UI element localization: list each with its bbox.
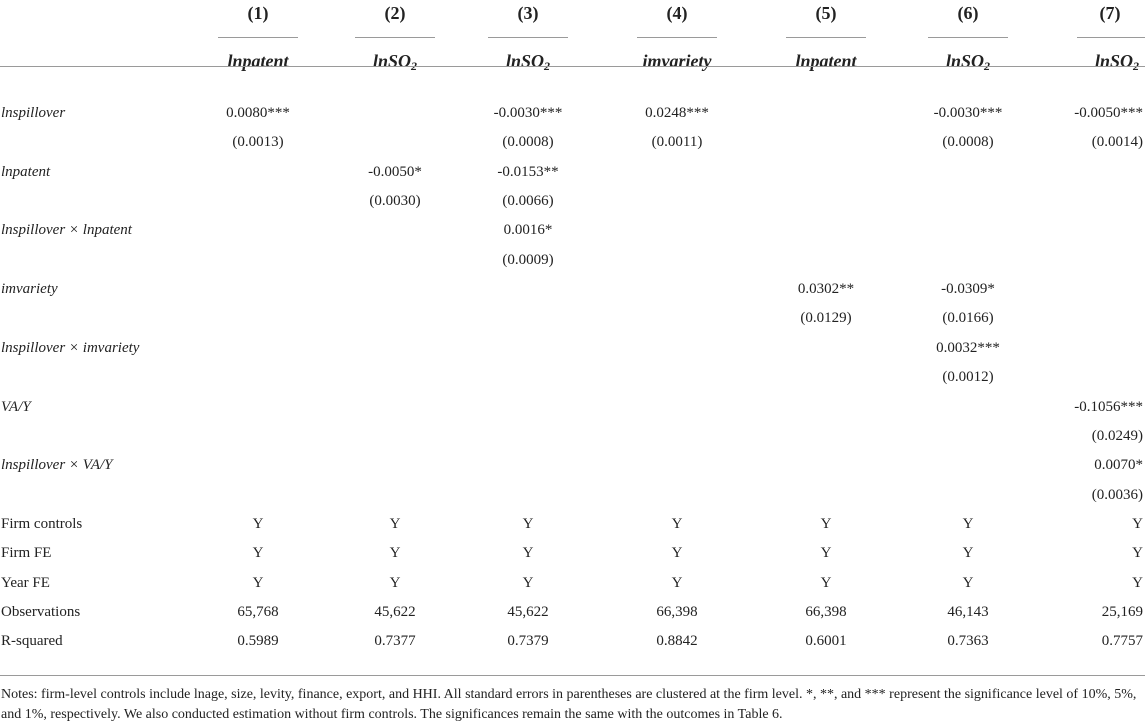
table-cell: Y: [389, 545, 401, 562]
table-cell: Y: [962, 574, 974, 591]
column-header: [771, 2, 881, 71]
table-cell: Y: [522, 574, 534, 591]
dependent-variable: [473, 50, 583, 72]
column-header: [913, 2, 1023, 73]
row-label: lnpatent: [1, 163, 51, 180]
table-cell: 0.6001: [805, 633, 847, 650]
dependent-variable-subscript: 2: [411, 59, 418, 73]
table-cell: Y: [671, 515, 683, 532]
table-cell: Y: [1132, 545, 1143, 562]
column-header: [203, 2, 313, 71]
table-cell: 0.7757: [1101, 633, 1143, 650]
dependent-variable-name: lnSO: [505, 51, 545, 71]
column-number: (7): [1099, 3, 1121, 23]
table-cell: 0.7377: [374, 633, 416, 650]
table-cell: 0.0016*: [503, 222, 553, 239]
table-cell: (0.0014): [1091, 134, 1143, 151]
dependent-variable: [203, 50, 313, 72]
table-cell: Y: [671, 545, 683, 562]
table-cell: -0.0030***: [933, 105, 1003, 121]
dependent-variable: [771, 50, 881, 72]
column-header: [473, 2, 583, 73]
dependent-variable-name: lnpatent: [795, 51, 857, 71]
dependent-variable-name: imvariety: [642, 51, 712, 71]
table-cell: Y: [820, 545, 832, 562]
column-number: (6): [957, 3, 979, 23]
table-cell: 25,169: [1101, 603, 1143, 620]
row-label: lnspillover: [1, 105, 66, 121]
table-cell: -0.0309*: [941, 281, 995, 298]
column-underline: [637, 37, 717, 38]
table-cell: 45,622: [374, 603, 416, 620]
table-cell: 0.0080***: [226, 105, 290, 121]
row-label: R-squared: [1, 633, 63, 650]
table-cell: (0.0008): [942, 134, 994, 151]
table-cell: -0.0050*: [368, 163, 422, 180]
table-cell: 66,398: [805, 603, 847, 620]
table-cell: 0.0070*: [1094, 457, 1143, 474]
row-label: lnspillover × imvariety: [1, 339, 140, 356]
table-cell: 0.0032***: [936, 339, 1000, 356]
row-label: lnspillover × VA/Y: [1, 457, 113, 474]
table-cell: 0.7363: [947, 633, 989, 650]
table-cell: (0.0166): [942, 310, 994, 327]
table-cell: Y: [820, 574, 832, 591]
table-cell: (0.0008): [502, 134, 554, 151]
table-cell: Y: [962, 515, 974, 532]
table-cell: (0.0013): [232, 134, 284, 151]
dependent-variable: [340, 50, 450, 72]
row-label: VA/Y: [1, 398, 31, 415]
dependent-variable-name: lnSO: [1094, 51, 1133, 71]
column-underline: [786, 37, 866, 38]
table-cell: 45,622: [507, 603, 549, 620]
table-cell: 46,143: [947, 603, 989, 620]
dependent-variable-name: lnSO: [372, 51, 412, 71]
table-cell: Y: [252, 515, 264, 532]
table-cell: (0.0012): [942, 369, 994, 386]
table-cell: (0.0030): [369, 193, 421, 210]
column-underline: [928, 37, 1008, 38]
table-cell: -0.1056***: [1074, 398, 1143, 415]
table-cell: -0.0050***: [1074, 105, 1143, 121]
table-bottom-rule: [0, 675, 1145, 676]
table-cell: (0.0066): [502, 193, 554, 210]
table-cell: (0.0036): [1091, 486, 1143, 503]
column-number: (5): [815, 3, 837, 23]
column-underline: [488, 37, 568, 38]
column-underline: [218, 37, 298, 38]
table-cell: Y: [671, 574, 683, 591]
header-bottom-rule: [0, 66, 1145, 67]
table-cell: 65,768: [237, 603, 279, 620]
row-label: Firm controls: [1, 515, 83, 532]
table-cell: Y: [389, 515, 401, 532]
dependent-variable-name: lnpatent: [227, 51, 289, 71]
dependent-variable: [913, 50, 1023, 72]
table-cell: 0.7379: [507, 633, 549, 650]
table-cell: Y: [1132, 574, 1143, 591]
row-label: Year FE: [1, 574, 50, 591]
table-cell: Y: [252, 574, 264, 591]
dependent-variable-subscript: 2: [984, 59, 991, 73]
table-cell: Y: [522, 545, 534, 562]
table-cell: (0.0249): [1091, 427, 1143, 444]
row-label: Observations: [1, 603, 81, 620]
table-cell: (0.0009): [502, 251, 554, 268]
table-cell: 0.0248***: [645, 105, 709, 121]
table-cell: 0.8842: [656, 633, 698, 650]
table-cell: Y: [522, 515, 534, 532]
table-cell: (0.0011): [651, 134, 703, 151]
column-number: (3): [517, 3, 539, 23]
column-header: [1075, 2, 1145, 73]
dependent-variable: [622, 50, 732, 72]
column-underline: [1077, 37, 1145, 38]
column-number: (2): [384, 3, 406, 23]
table-cell: Y: [820, 515, 832, 532]
table-cell: -0.0030***: [493, 105, 563, 121]
row-label: lnspillover × lnpatent: [1, 222, 132, 239]
column-number: (4): [666, 3, 688, 23]
row-label: Firm FE: [1, 545, 52, 562]
table-cell: Y: [252, 545, 264, 562]
table-cell: (0.0129): [800, 310, 852, 327]
table-cell: Y: [962, 545, 974, 562]
column-header: [340, 2, 450, 73]
dependent-variable: [1075, 50, 1145, 72]
column-header: [622, 2, 732, 71]
table-cell: 0.0302**: [797, 281, 855, 298]
column-number: (1): [247, 3, 269, 23]
dependent-variable-subscript: 2: [544, 59, 551, 73]
row-label: imvariety: [1, 281, 58, 298]
column-underline: [355, 37, 435, 38]
table-cell: Y: [1132, 515, 1143, 532]
table-cell: Y: [389, 574, 401, 591]
dependent-variable-subscript: 2: [1133, 59, 1139, 73]
table-cell: 0.5989: [237, 633, 279, 650]
dependent-variable-name: lnSO: [945, 51, 985, 71]
table-cell: -0.0153**: [497, 163, 559, 180]
table-cell: 66,398: [656, 603, 698, 620]
table-notes: Notes: firm-level controls include lnage, size, levity, finance, export, and HHI. All standard errors in parentheses are clustered at the firm level. *, **, and *** represent the significance level of 10%, 5%, and 1%, respectively. We also conducted estimation without firm controls. The significances remain the same with the outcomes in Table 6.: [1, 687, 1137, 722]
